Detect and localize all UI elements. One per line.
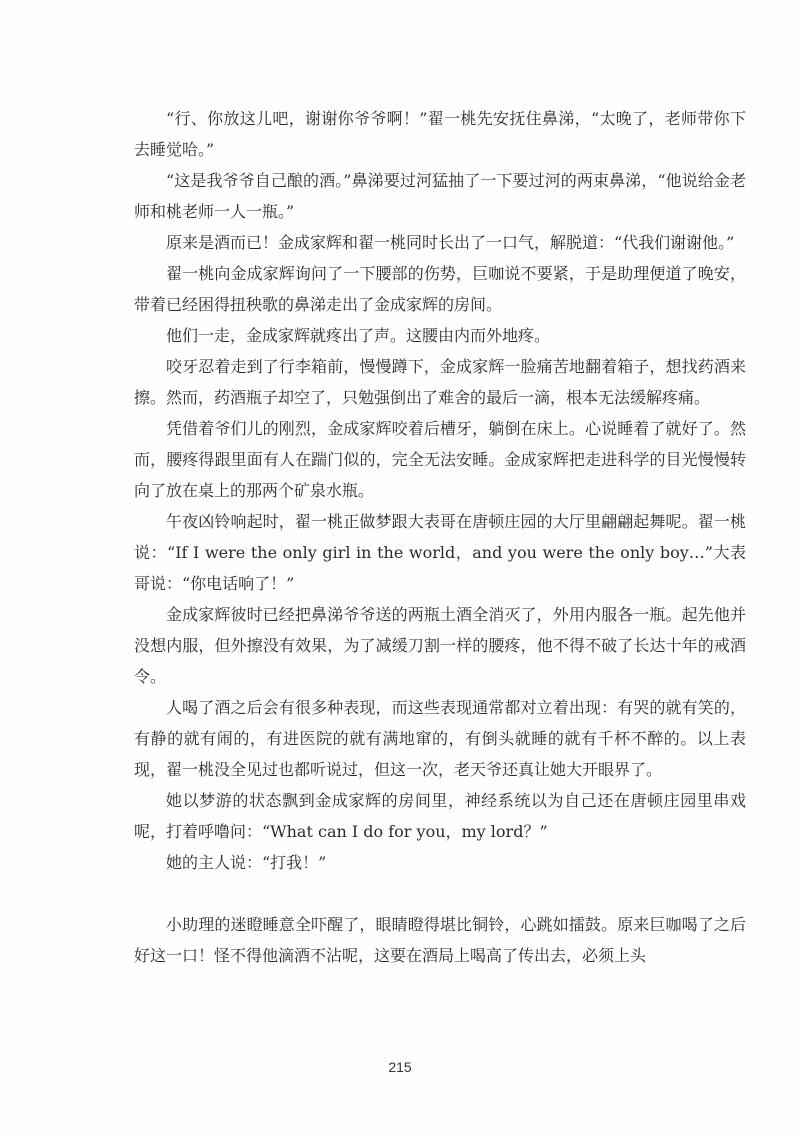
- paragraph: 金成家辉彼时已经把鼻涕爷爷送的两瓶土酒全消灭了，外用内服各一瓶。起先他并没想内服，但外擦没有效果，为了减缓刀割一样的腰疼，他不得不破了长达十年的戒酒令。: [134, 605, 746, 686]
- paragraph: “这是我爷爷自己酿的酒。”鼻涕要过河猛抽了一下要过河的两束鼻涕，“他说给金老师和桃老师一人一瓶。”: [134, 171, 746, 221]
- paragraph: 凭借着爷们儿的刚烈，金成家辉咬着后槽牙，躺倒在床上。心说睡着了就好了。然而，腰疼得跟里面有人在踹门似的，完全无法安睡。金成家辉把走进科学的目光慢慢转向了放在桌上的那两个矿泉水瓶。: [134, 419, 746, 500]
- paragraph: 翟一桃向金成家辉询问了一下腰部的伤势，巨咖说不要紧，于是助理便道了晚安，带着已经困得扭秧歌的鼻涕走出了金成家辉的房间。: [134, 264, 746, 314]
- paragraph: 人喝了酒之后会有很多种表现，而这些表现通常都对立着出现：有哭的就有笑的，有静的就有闹的，有进医院的就有满地窜的，有倒头就睡的就有千杯不醉的。以上表现，翟一桃没全见过也都听说过，但这一次，老天爷还真让她大开眼界了。: [134, 698, 746, 779]
- paragraph: 她的主人说：“打我！”: [166, 853, 327, 872]
- paragraph: 小助理的迷瞪睡意全吓醒了，眼睛瞪得堪比铜铃，心跳如擂鼓。原来巨咖喝了之后好这一口！怪不得他滴酒不沾呢，这要在酒局上喝高了传出去，必须上头: [134, 915, 746, 965]
- page-number: 215: [388, 1059, 412, 1075]
- body-text: [134, 103, 746, 971]
- paragraph: 午夜凶铃响起时，翟一桃正做梦跟大表哥在唐顿庄园的大厅里翩翩起舞呢。翟一桃说：“If I were the only girl in the world，and you were the only boy…”大表哥说：“你电话响了！”: [134, 512, 746, 593]
- paragraph: 她以梦游的状态飘到金成家辉的房间里，神经系统以为自己还在唐顿庄园里串戏呢，打着呼噜问：“What can I do for you，my lord？”: [134, 791, 746, 841]
- paragraph: “行、你放这儿吧，谢谢你爷爷啊！”翟一桃先安抚住鼻涕，“太晚了，老师带你下去睡觉哈。”: [134, 109, 746, 159]
- paragraph: 咬牙忍着走到了行李箱前，慢慢蹲下，金成家辉一脸痛苦地翻着箱子，想找药酒来擦。然而，药酒瓶子却空了，只勉强倒出了难舍的最后一滴，根本无法缓解疼痛。: [134, 357, 746, 407]
- paragraph: 他们一走，金成家辉就疼出了声。这腰由内而外地疼。: [166, 326, 551, 345]
- paragraph: 原来是酒而已！金成家辉和翟一桃同时长出了一口气，解脱道：“代我们谢谢他。”: [166, 233, 735, 252]
